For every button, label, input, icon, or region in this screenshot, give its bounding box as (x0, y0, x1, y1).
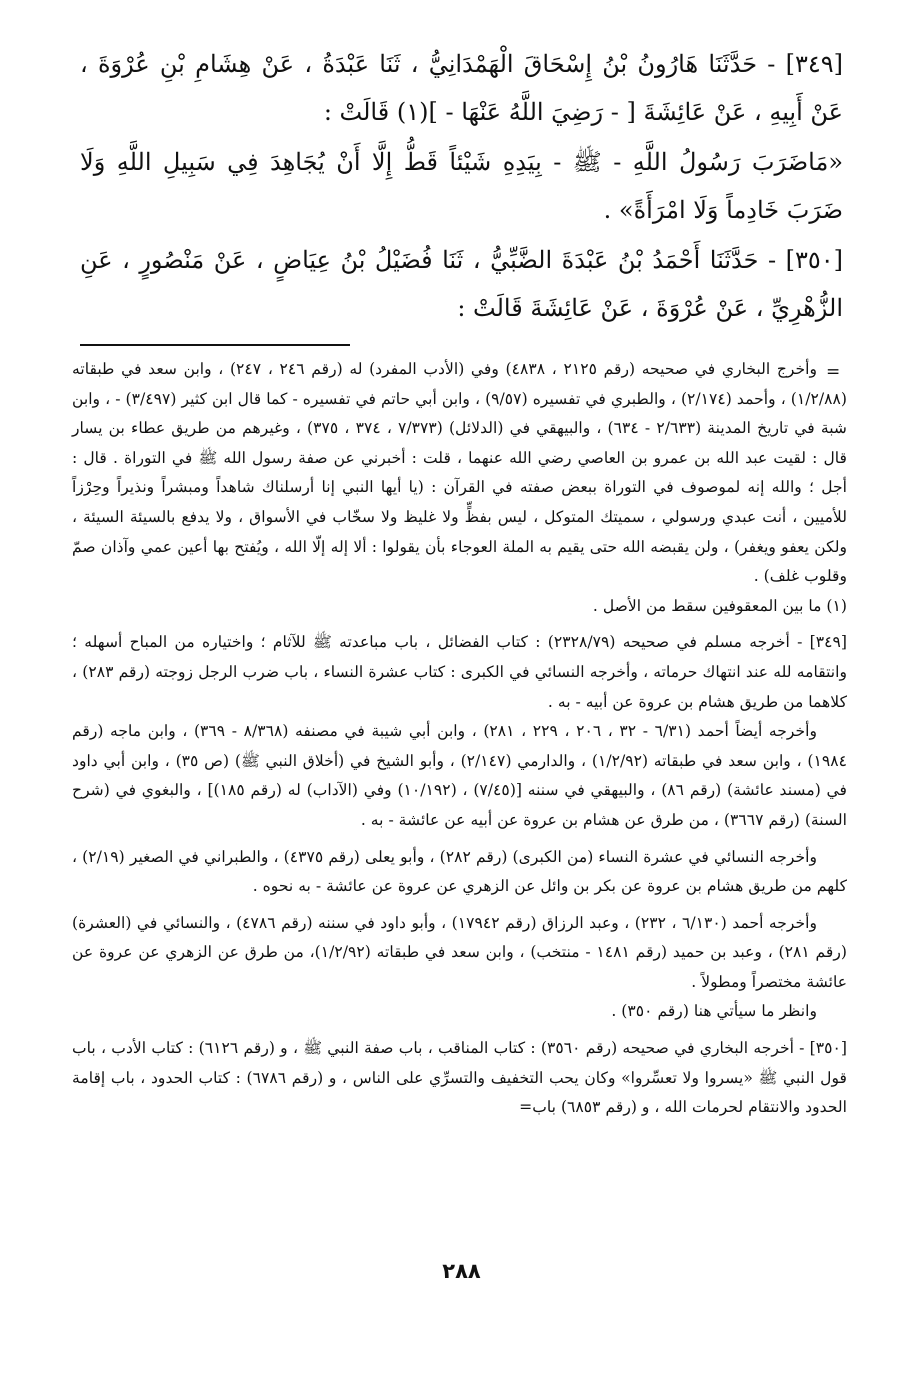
footnote-349: [٣٤٩] - أخرجه مسلم في صحيحه (٢٣٢٨/٧٩) : كتاب الفضائل ، باب مباعدته ﷺ للآثام ؛ واختياره من المباح أسهله ؛ وانتقامه لله عند انتهاك حرماته ، وأخرجه النسائي في الكبرى : كتاب عشرة النساء ، باب ضرب الرجل زوجته (رقم ٢٨٣) ، كلاهما من طريق هشام بن عروة عن أبيه - به . (72, 633, 847, 711)
footnote-separator (80, 344, 350, 346)
footnote-350: [٣٥٠] - أخرجه البخاري في صحيحه (رقم ٣٥٦٠) : كتاب المناقب ، باب صفة النبي ﷺ ، و (رقم ٦١٢٦) : كتاب الأدب ، باب قول النبي ﷺ «يسروا ولا تعسِّروا» وكان يحب التخفيف والتسرِّي على الناس ، و (رقم ٦٧٨٦) : كتاب الحدود ، باب إقامة الحدود والانتقام لحرمات الله ، و (رقم ٦٨٥٣) باب= (72, 1039, 847, 1117)
continuation-mark: = (826, 362, 841, 382)
footnotes (72, 355, 847, 1123)
hadith-349-matn: «مَاضَرَبَ رَسُولُ اللَّهِ - ﷺ - بِيَدِهِ شَيْئاً قَطُّ إِلَّا أَنْ يُجَاهِدَ فِي سَبِيلِ اللَّهِ وَلَا ضَرَبَ خَادِماً وَلَا امْرَأَةً» . (80, 148, 843, 224)
page-number: ٢٨٨ (442, 1259, 481, 1283)
footnote-349-d: وأخرجه أحمد (٦/١٣٠ ، ٢٣٢) ، وعبد الرزاق (رقم ١٧٩٤٢) ، وأبو داود في سننه (رقم ٤٧٨٦) ، والنسائي في (العشرة) (رقم ٢٨١) ، وعبد بن حميد (رقم ١٤٨١ - منتخب) ، وابن سعد في طبقاته (١/٢/٩٢)، من طرق عن الزهري عن عروة عن عائشة مختصراً ومطولاً . (72, 913, 847, 991)
main-text (80, 40, 843, 334)
hadith-349-isnad: [٣٤٩] - حَدَّثَنَا هَارُونُ بْنُ إِسْحَاقَ الْهَمْدَانِيُّ ، ثَنَا عَبْدَةُ ، عَنْ هِشَامِ بْنِ عُرْوَةَ ، عَنْ أَبِيهِ ، عَنْ عَائِشَةَ [ - رَضِيَ اللَّهُ عَنْهَا - ](١) قَالَتْ : (80, 50, 844, 126)
hadith-350-isnad: [٣٥٠] - حَدَّثَنَا أَحْمَدُ بْنُ عَبْدَةَ الضَّبِّيُّ ، ثَنَا فُضَيْلُ بْنُ عِيَاضٍ ، عَنْ مَنْصُورٍ ، عَنِ الزُّهْرِيِّ ، عَنْ عُرْوَةَ ، عَنْ عَائِشَةَ قَالَتْ : (80, 246, 843, 322)
footnote-1: (١) ما بين المعقوفين سقط من الأصل . (592, 596, 847, 615)
footnote-349-b: وأخرجه أيضاً أحمد (٦/٣١ - ٣٢ ، ٢٠٦ ، ٢٢٩ ، ٢٨١) ، وابن أبي شيبة في مصنفه (٨/٣٦٨ - ٣٦٩) ، وابن ماجه (رقم ١٩٨٤) ، وابن سعد في طبقاته (١/٢/٩٢) ، والدارمي (٢/١٤٧) ، وأبو الشيخ في (أخلاق النبي ﷺ) (ص ٣٥) ، وابن أبي داود في (مسند عائشة) (رقم ٨٦) ، والبيهقي في سننه [(٧/٤٥) ، (١٠/١٩٢) وفي (الآداب) له (رقم ١٨٥)] ، والبغوي في (شرح السنة) (رقم ٣٦٦٧) ، من طرق عن هشام بن عروة عن أبيه عن عائشة - به . (72, 722, 847, 829)
footnote-continued: وأخرج البخاري في صحيحه (رقم ٢١٢٥ ، ٤٨٣٨) وفي (الأدب المفرد) له (رقم ٢٤٦ ، ٢٤٧) ، وابن سعد في طبقاته (١/٢/٨٨) ، وأحمد (٢/١٧٤) ، والطبري في تفسيره (٩/٥٧) ، وابن أبي حاتم في تفسيره - كما قال ابن كثير (٣/٤٩٧) - ، وابن شبة في تاريخ المدينة (٢/٦٣٣ - ٦٣٤) ، والبيهقي في (الدلائل) (٧/٣٧٣ ، ٣٧٤ ، ٣٧٥) ، وغيرهم من طريق عطاء بن يسار قال : لقيت عبد الله بن عمرو بن العاصي رضي الله عنهما ، قلت : أخبرني عن صفة رسول الله ﷺ في التوراة . قال : أجل ؛ والله إنه لموصوف في التوراة ببعض صفته في القرآن : (يا أيها النبي إنا أرسلناك شاهداً ومبشراً ونذيراً وحِرْزاً للأميين ، أنت عبدي ورسولي ، سميتك المتوكل ، ليس بفظٍّ ولا غليظ ولا سخّاب في الأسواق ، ولا يدفع بالسيئة السيئة ، ولكن يعفو ويغفر) ، ولن يقبضه الله حتى يقيم به الملة العوجاء بأن يقولوا : ألا إله إلّا الله ، ويُفتح بها أعين عمي وآذان صمّ وقلوب غلف) . (72, 360, 847, 586)
footnote-349-c: وأخرجه النسائي في عشرة النساء (من الكبرى) (رقم ٢٨٢) ، وأبو يعلى (رقم ٤٣٧٥) ، والطبراني في الصغير (٢/١٩) ، كلهم من طريق هشام بن عروة عن بكر بن وائل عن الزهري عن عروة عن عائشة - به نحوه . (72, 847, 847, 896)
footnote-349-e: وانظر ما سيأتي هنا (رقم ٣٥٠) . (611, 1002, 817, 1021)
